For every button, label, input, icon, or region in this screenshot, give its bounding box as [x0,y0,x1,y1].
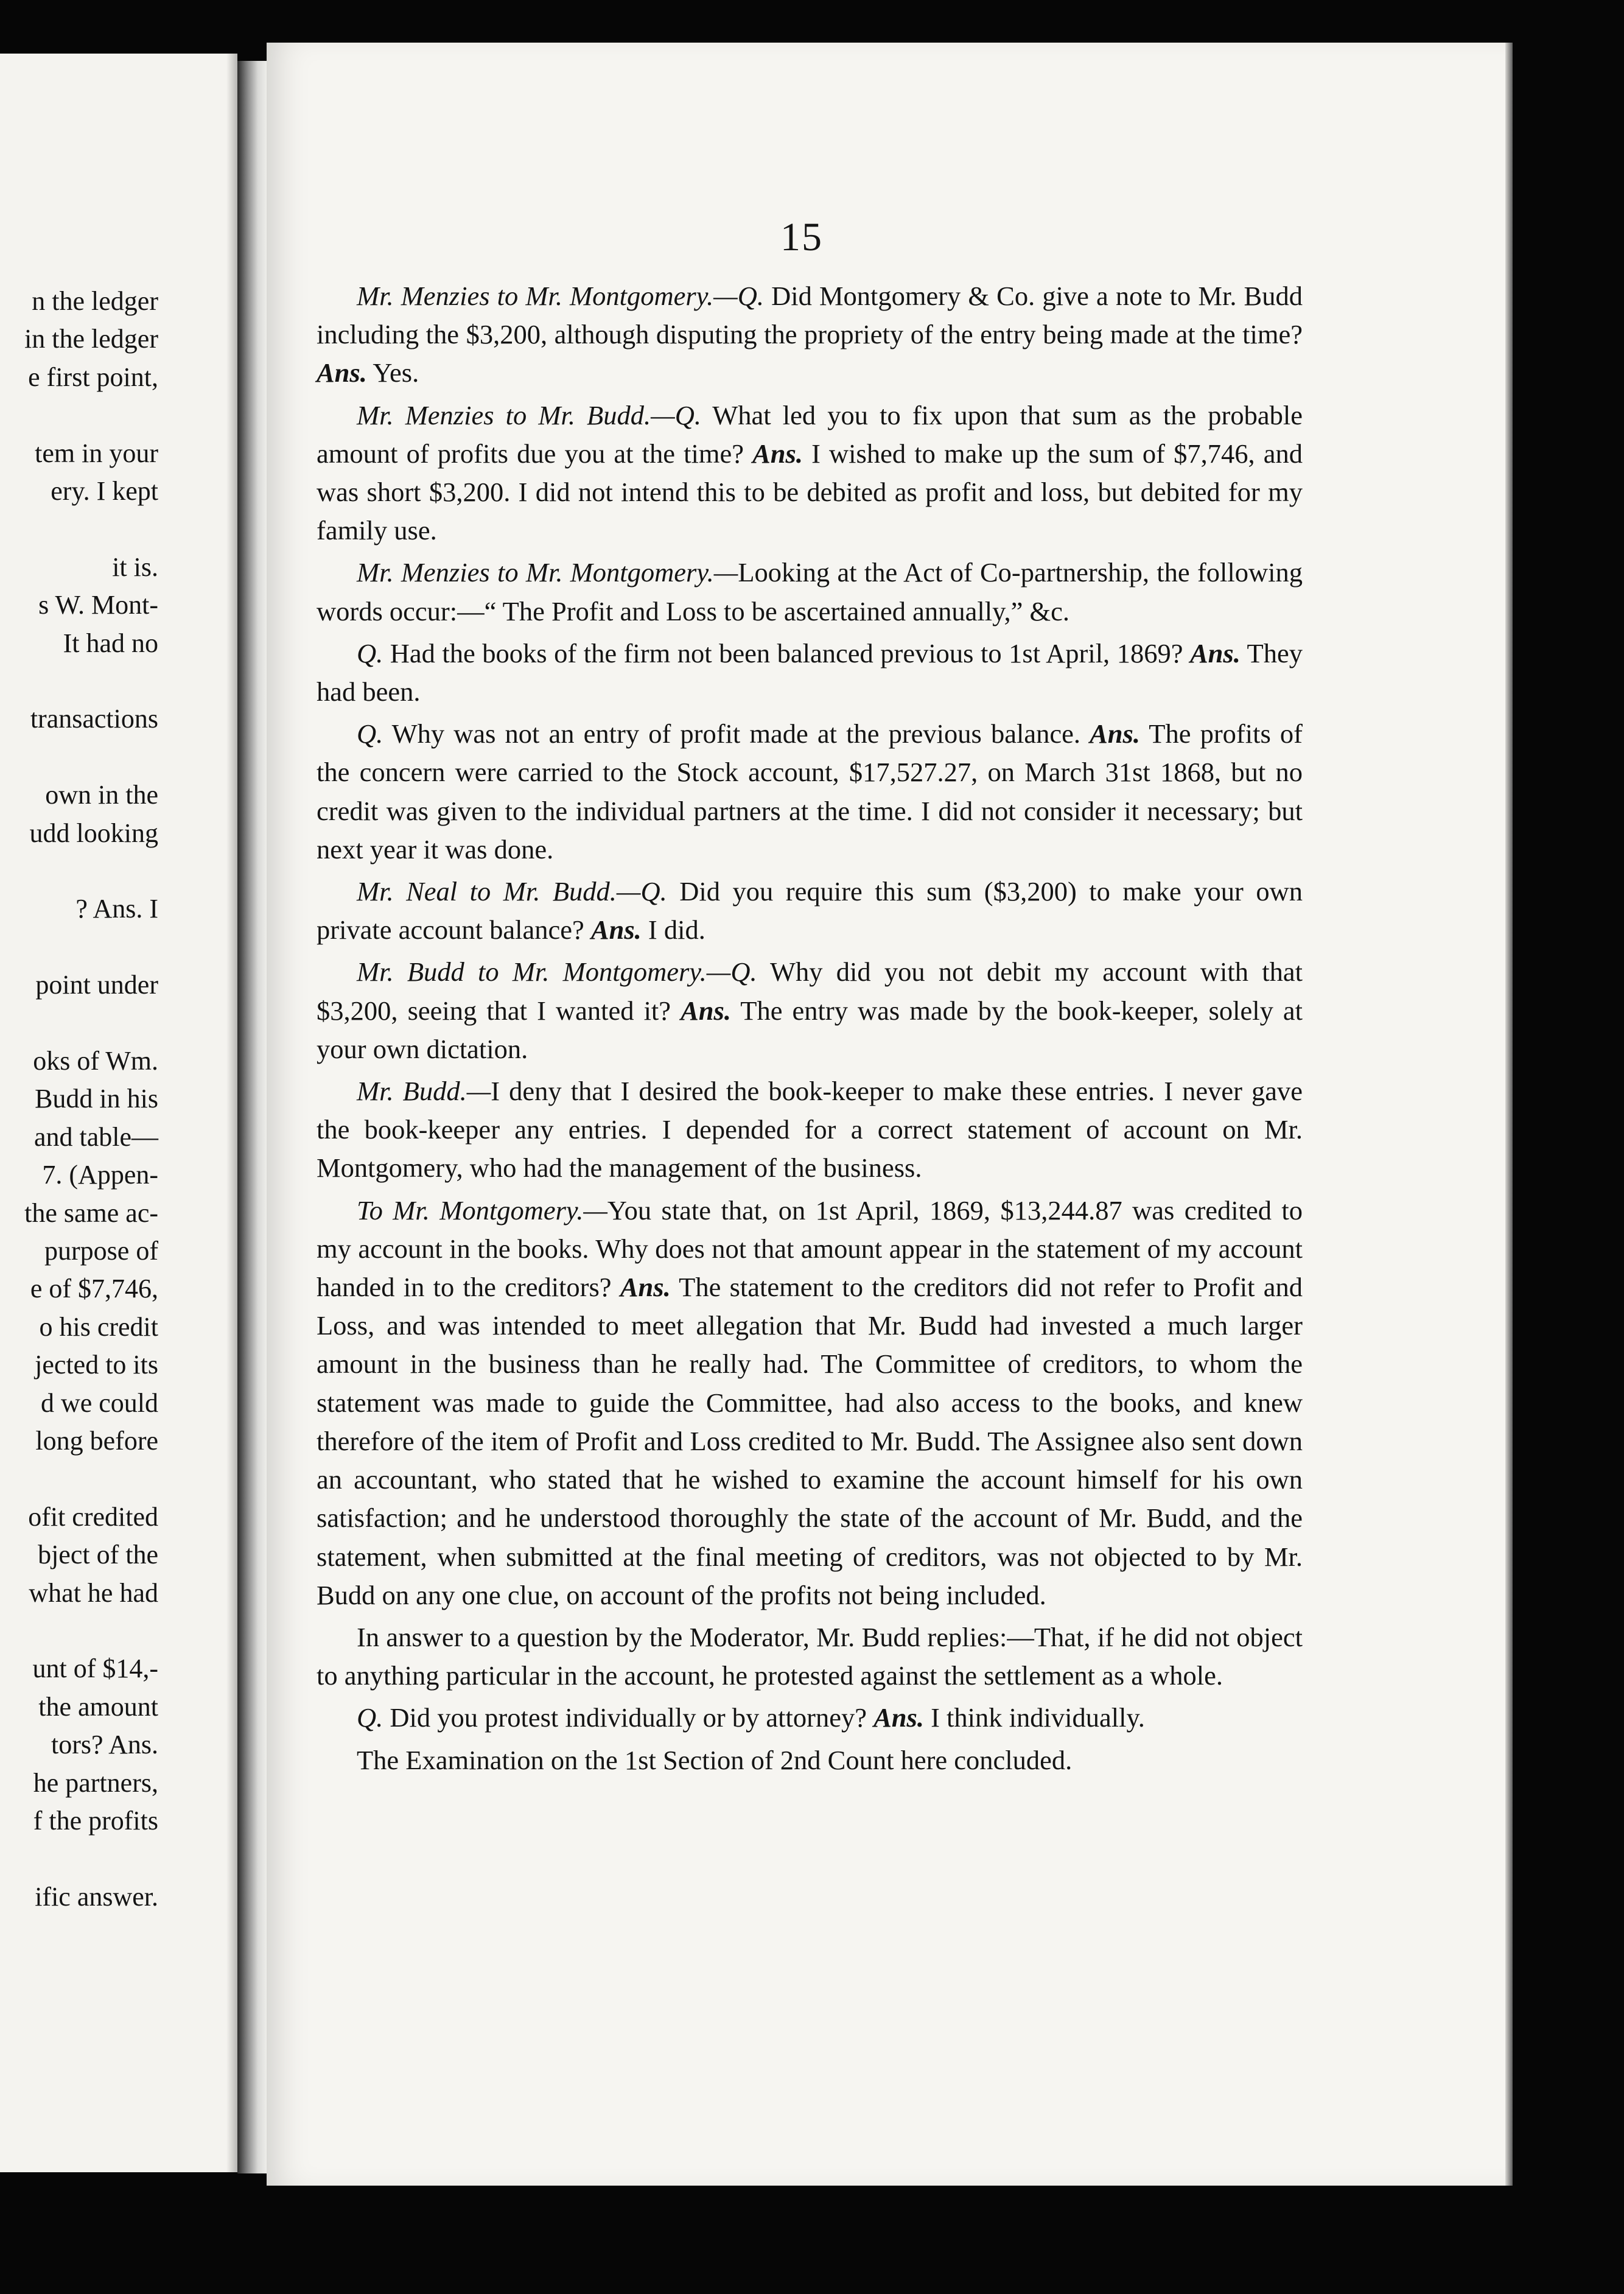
paragraph [317,715,1303,869]
facing-page-line: d we could [40,1387,158,1418]
paragraph-text: You state that, on 1st April, 1869, $13,244.87 was credited to my account in the books. Why does not that amount appear in the statement of my account handed in to the creditors? [317,1194,1303,1303]
question-marker: Q. [357,1702,383,1733]
paragraph-text: Did you require this sum ($3,200) to make your own private account balance? [317,876,1303,945]
paragraph [317,872,1303,949]
facing-page-line: bject of the [38,1540,158,1570]
paragraph-text: Did Montgomery & Co. give a note to Mr. Budd including the $3,200, although disputing the propriety of the entry being made at the time? [317,281,1303,350]
speaker-label: Mr. Neal to Mr. Budd.— [357,876,641,907]
facing-page-line: oks of Wm. [33,1046,158,1076]
answer-text: The profits of the concern were carried to the Stock account, $17,527.27, on March 31st 1868, but no credit was given to the individual partners at the time. I did not consider it necessary; but next year it was done. [317,718,1303,865]
facing-page-line: e first point, [28,362,158,392]
answer-text: The statement to the creditors did not refer to Profit and Loss, and was intended to meet allegation that Mr. Budd had invested a much larger amount in the business than he really had. The Committee of creditors, to whom the statement was made to guide the Committee, had also access to the books, and knew therefore of the item of Profit and Loss credited to Mr. Budd. The Assignee also sent down an accountant, who stated that he wished to examine the account himself for his own satisfaction; and he understood thoroughly the state of the account of Mr. Budd, and the statement, when submitted at the final meeting of creditors, was not objected to by Mr. Budd on any one clue, on account of the profits not being included. [317,1272,1303,1610]
paragraph [317,1618,1303,1695]
facing-page-line: e of $7,746, [30,1274,158,1304]
speaker-label: Mr. Budd.— [357,1076,491,1107]
facing-page-line: jected to its [35,1350,158,1380]
facing-page-line: tors? Ans. [51,1730,158,1760]
facing-page-line: 7. (Appen- [42,1160,158,1190]
paragraph-text: Why was not an entry of profit made at the previous balance. [383,718,1090,749]
facing-page-left [0,54,237,2172]
question-marker: Q. [674,399,701,430]
facing-page-line: transactions [30,704,158,734]
paragraph-text: Looking at the Act of Co-partnership, the following words occur:—“ The Profit and Loss to be ascertained annually,” &c. [317,557,1303,626]
paragraph-text: Had the books of the firm not been balanced previous to 1st April, 1869? [383,637,1190,668]
facing-page-line: what he had [29,1577,158,1608]
gutter-shadow [226,54,237,2172]
page-edge [1505,43,1513,2186]
answer-marker: Ans. [590,914,642,945]
answer-marker: Ans. [681,995,731,1026]
answer-text: I think individually. [923,1702,1145,1733]
speaker-label: Mr. Budd to Mr. Montgomery.— [357,956,731,987]
paragraph [317,277,1303,393]
binding-gutter [237,61,267,2173]
facing-page-line: tem in your [35,438,158,468]
question-marker: Q. [737,281,764,311]
answer-marker: Ans. [1090,718,1140,749]
paragraph [317,553,1303,630]
facing-page-line: in the ledger [24,324,158,354]
facing-page-line: ofit credited [28,1501,158,1532]
facing-page-line: he partners, [33,1767,158,1798]
facing-page-line: s W. Mont- [38,590,158,620]
facing-page-line: n the ledger [32,286,158,316]
facing-page-line: o his credit [39,1311,158,1342]
facing-page-line: point under [35,970,158,1000]
question-marker: Q. [730,956,757,987]
paragraph-text: What led you to fix upon that sum as the probable amount of profits due you at the time? [317,399,1303,469]
paragraph-text: I deny that I desired the book-keeper to make these entries. I never gave the book-keeper any entries. I depended for a correct statement of account on Mr. Montgomery, who had the management of the business. [317,1076,1303,1184]
facing-page-line: it is. [112,552,158,582]
speaker-label: Mr. Menzies to Mr. Budd.— [357,399,675,430]
facing-page-line: own in the [45,780,158,810]
answer-marker: Ans. [752,438,803,469]
question-marker: Q. [357,718,383,749]
paragraph [317,1741,1303,1780]
question-marker: Q. [357,637,383,668]
facing-page-line: long before [35,1426,158,1456]
answer-marker: Ans. [1189,637,1241,668]
paragraph [317,634,1303,711]
paragraph [317,396,1303,550]
facing-page-line: the amount [38,1691,158,1722]
facing-page-line: purpose of [44,1236,158,1266]
facing-page-line: ? Ans. I [75,894,158,924]
speaker-label: To Mr. Montgomery.— [357,1194,607,1226]
paragraph-text: Did you protest individually or by attorney? [383,1702,874,1733]
question-marker: Q. [640,876,667,907]
page-number: 15 [780,215,823,259]
answer-text: The entry was made by the book-keeper, solely at your own dictation. [317,995,1303,1064]
answer-text: Yes. [366,357,419,388]
page-body-text [317,277,1303,1783]
answer-marker: Ans. [873,1702,924,1733]
paragraph-text: The Examination on the 1st Section of 2nd Count here concluded. [357,1744,1073,1775]
paragraph [317,1072,1303,1188]
facing-page-line: unt of $14,- [32,1654,158,1684]
answer-text: I wished to make up the sum of $7,746, and was short $3,200. I did not intend this to be debited as profit and loss, but debited for my family use. [317,438,1303,546]
paragraph-text: Why did you not debit my account with that $3,200, seeing that I wanted it? [317,956,1303,1026]
facing-page-line: ific answer. [35,1881,158,1912]
answer-marker: Ans. [317,357,367,388]
paragraph [317,953,1303,1068]
answer-marker: Ans. [620,1272,671,1303]
paragraph [317,1699,1303,1737]
answer-text: I did. [641,914,705,945]
paragraph [317,1191,1303,1615]
paragraph-text: In answer to a question by the Moderator, Mr. Budd replies:—That, if he did not object to anything particular in the account, he protested against the settlement as a whole. [317,1621,1303,1691]
facing-page-line: Budd in his [35,1084,158,1114]
answer-text: They had been. [317,637,1303,707]
facing-page-line: It had no [63,628,158,658]
speaker-label: Mr. Menzies to Mr. Montgomery.— [357,557,738,588]
facing-page-line: f the profits [33,1806,158,1836]
facing-page-line: udd looking [29,818,158,848]
facing-page-line: and table— [33,1121,158,1152]
facing-page-line: ery. I kept [51,476,158,506]
facing-page-line: the same ac- [24,1198,158,1228]
speaker-label: Mr. Menzies to Mr. Montgomery.— [357,281,738,311]
